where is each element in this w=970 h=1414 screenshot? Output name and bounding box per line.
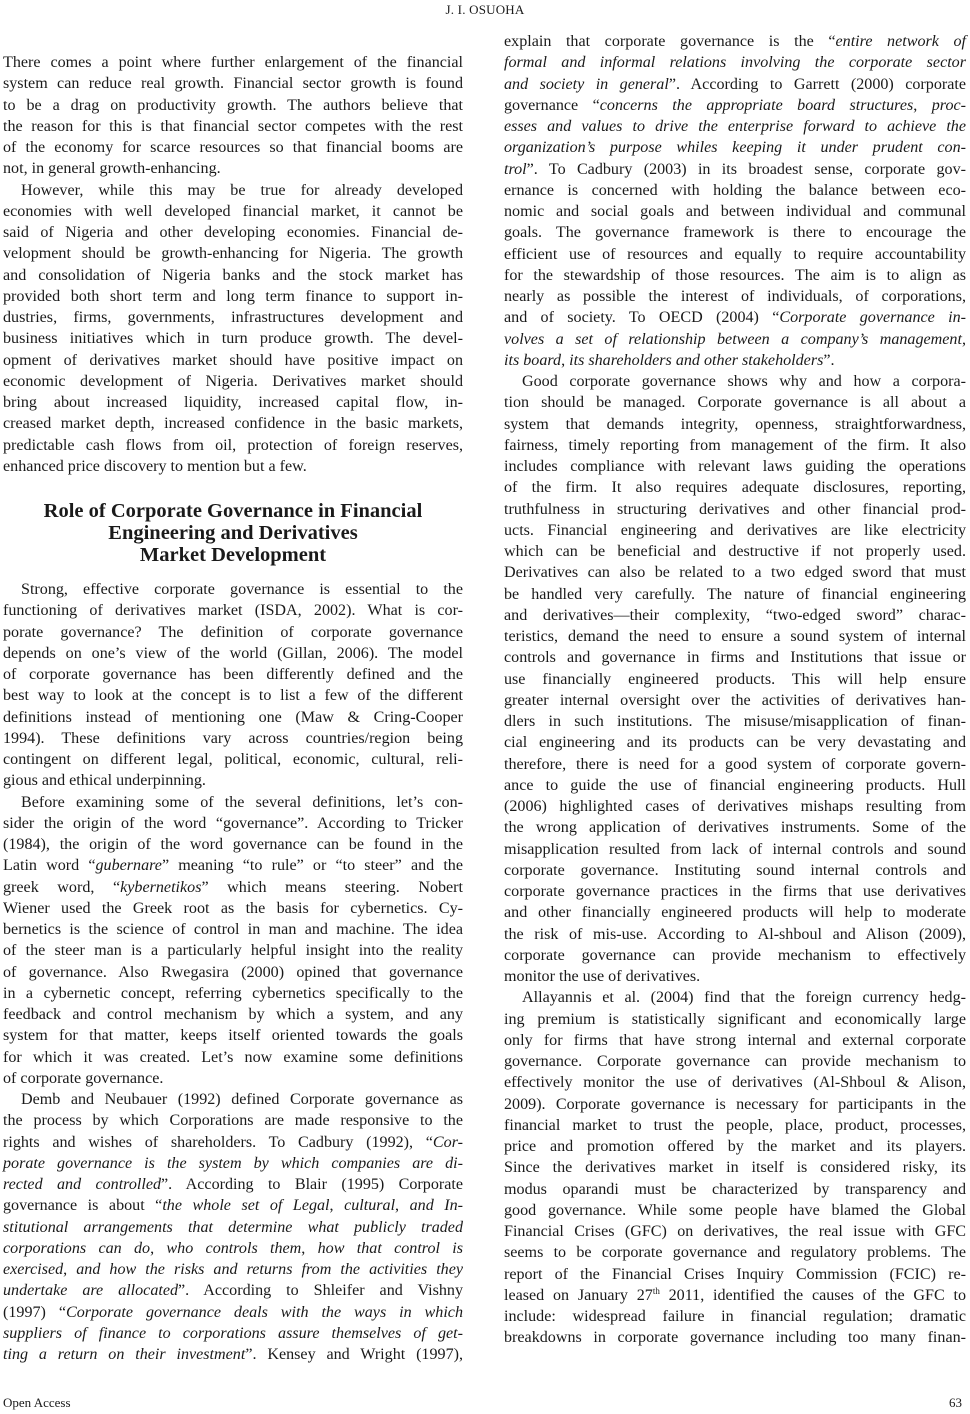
text-line: (2006) highlighted cases of derivatives mishaps resulting from [504,798,966,815]
text-line: the process by which Corporations are made responsive to the [3,1112,463,1130]
text-line: ance to guide the use of financial engineering products. Hull [504,776,966,794]
text-line: economic development of Nigeria. Derivatives market should [3,372,463,390]
text-line: opment of derivatives market should have positive impact on [3,351,463,369]
text-line: (1997) “Corporate governance deals with the ways in which [3,1303,463,1321]
text-line: best way to look at the concept is to list a few of the different [3,687,463,705]
text-line: corporate governance can provide mechanism to effectively [504,946,966,964]
left-column [3,52,463,1365]
paragraph-allayannis [504,987,966,1348]
text-line: which can be beneficial and destructive if not properly used. [504,543,966,560]
text-line: greek word, “kybernetikos” which means steering. Nobert [3,878,464,896]
text-line: rights and wishes of shareholders. To Cadbury (1992), “Cor- [3,1133,463,1151]
text-line: of the firm. It also requires adequate disclosures, reporting, [504,479,966,497]
text-line: cial engineering and its products can be very devastating and [504,734,966,752]
text-line: Before examining some of the several definitions, let’s con- [21,793,463,811]
text-line: Derivatives can also be related to a two edged sword that must [504,564,966,582]
text-line: nearly as possible the interest of individuals, of corporations, [504,288,966,305]
text-line: system can reduce real growth. Financial sector growth is found [3,75,463,93]
text-line: in a cybernetic concept, referring cybernetics specifically to the [3,984,463,1002]
text-line: Since the derivatives market in itself is considered risky, its [504,1159,966,1177]
text-line: of governance. Also Rwegasira (2000) opined that governance [3,963,463,981]
page-number: 63 [949,1395,962,1410]
text-line: said of Nigeria and other developing economies. Financial de- [3,224,463,241]
text-line: system that demands integrity, openness, straightforwardness, [504,415,966,433]
text-line: Financial Crises (GFC) on derivatives, the real issue with GFC [504,1223,966,1240]
text-line: trol”. To Cadbury (2003) in its broadest sense, corporate gov- [504,160,966,178]
text-line: report of the Financial Crises Inquiry Commission (FCIC) re- [504,1265,966,1283]
text-line: undertake are allocated”. According to Shleifer and Vishny [3,1282,463,1300]
text-line: teristics, demand the need to ensure a sound system of internal [504,628,966,645]
text-line: ernance is concerned with holding the balance between eco- [504,181,966,199]
text-line: ing premium is statistically significant and economically large [504,1010,966,1028]
text-line: dlers in such institutions. The misuse/misapplication of finan- [504,713,966,730]
text-line: breakdowns in corporate governance including too many finan- [504,1329,966,1347]
paragraph-corporate-governance-intro [3,579,463,792]
text-line: corporations can do, who controls them, how that control is [3,1239,464,1257]
text-line: controls and governance in firms and Institutions that issue or [504,649,966,667]
text-line: porate governance? The definition of corporate governance [3,623,463,641]
paragraph-nigeria-development [3,180,463,478]
text-line: system for that matter, keeps itself oriented towards the goals [3,1027,463,1045]
text-line: (1984), the origin of the word governance can be found in the [3,836,463,853]
text-line: and derivatives—their complexity, “two-edged sword” charac- [504,606,966,624]
text-line: Good corporate governance shows why and how a corpora- [522,373,966,390]
text-line: Strong, effective corporate governance is essential to the [21,581,463,598]
heading-line: Engineering and Derivatives [108,522,358,544]
text-line: goals. The governance framework is there to encourage the [504,224,966,242]
text-line: seems to be corporate governance and regulatory problems. The [504,1244,966,1262]
text-line: explain that corporate governance is the “entire network of [504,33,967,50]
section-heading [3,500,463,566]
text-line: modus oparandi must be characterized by transparency and [504,1180,966,1198]
heading-line: Role of Corporate Governance in Financial [43,500,423,522]
text-line: for which it was created. Let’s now examine some definitions [3,1048,463,1066]
text-line: of the steer man is a particularly helpful insight into the reality [3,942,463,960]
text-line: functioning of derivatives market (ISDA, 2002). What is cor- [3,602,463,620]
text-line: efficient use of resources and equally to require accountability [504,245,966,263]
text-line: dustries, firms, governments, infrastructures development and [3,309,463,326]
paragraph-financial-growth [3,52,463,180]
text-line: esses and values to drive the enterprise forward to achieve the [504,118,966,135]
text-line: corporate governance. Instituting sound internal controls and [504,861,966,879]
text-line: greater internal oversight over the activities of derivatives han- [504,691,966,709]
text-line: financial market to trust the people, place, product, processes, [504,1116,966,1134]
text-line: leased on January 27th 2011, identified the causes of the GFC to [504,1285,966,1304]
text-line: sider the origin of the word “governance”. According to Tricker [3,814,463,832]
text-line: business initiatives which in turn produce growth. The devel- [3,330,463,348]
text-line: feedback and control mechanism by which a system, and any [3,1006,463,1023]
heading-line: Market Development [139,544,327,566]
text-line: 2009). Corporate governance is necessary for participants in the [504,1095,966,1113]
text-line: Wiener used the Greek root as the basis for cybernetics. Cy- [3,899,463,917]
text-line: velopment should be growth-enhancing for Nigeria. The growth [3,245,463,263]
text-line: economies with well developed financial market, it cannot be [3,202,463,220]
text-line: Demb and Neubauer (1992) defined Corporate governance as [21,1091,463,1108]
text-line: However, while this may be true for already developed [21,181,463,199]
text-line: stitutional arrangements that determine what publicly traded [3,1218,463,1236]
text-line: misapplication resulted from lack of internal controls and sound [504,840,966,858]
text-line: There comes a point where further enlargement of the financial [3,54,463,71]
text-line: exercised, and how the risks and returns from the activities they [3,1261,464,1278]
text-line: the risk of mis-use. According to Al-shboul and Alison (2009), [504,925,966,943]
text-line: governance is about “the whole set of Legal, cultural, and In- [3,1197,464,1215]
text-line: porate governance is the system by which companies are di- [3,1154,463,1172]
text-line: therefore, there is need for a good system of corporate govern- [504,755,966,773]
text-line: tion should be managed. Corporate governance is all about a [504,394,966,412]
text-line: to be a drag on productivity growth. The authors believe that [3,96,463,114]
paragraph-good-governance [504,371,966,987]
text-line: and other financially engineered products will help to moderate [504,904,966,922]
text-line: of corporate governance. [3,1069,164,1087]
paragraph-definitions-continued [504,31,966,371]
text-line: of the economy for scarce resources so that financial booms are [3,139,463,156]
text-line: include: widespread failure in financial regulation; dramatic [504,1308,966,1325]
paragraph-definitions [3,1089,463,1365]
footer-open-access: Open Access [3,1395,71,1410]
ordinal-superscript: th [652,1285,660,1296]
text-line: effectively monitor the use of derivatives (Al-Shboul & Alison, [504,1074,966,1092]
text-line: ting a return on their investment”. Kensey and Wright (1997), [3,1346,464,1363]
text-line: and of society. To OECD (2004) “Corporate governance in- [504,309,966,327]
text-line: price and promotion offered by the market and its players. [504,1138,966,1155]
text-line: enhanced price discovery to mention but a few. [3,457,307,475]
text-line: includes compliance with relevant laws guiding the operations [504,458,966,475]
text-line: definitions instead of mentioning one (Maw & Cring-Cooper [3,708,463,726]
text-line: creased market depth, increased confidence in the basic markets, [3,415,463,433]
text-line: not, in general growth-enhancing. [3,160,221,178]
text-line: and consolidation of Nigeria banks and the stock market has [3,266,463,284]
text-line: contingent on different legal, political, economic, cultural, reli- [3,751,463,768]
text-line: the wrong application of derivatives instruments. Some of the [504,819,966,837]
paragraph-word-origin [3,792,463,1090]
text-line: truthfulness in structuring derivatives and other financial prod- [504,500,966,518]
text-line: provided both short term and long term finance to support in- [3,287,463,305]
text-line: its board, its shareholders and other stakeholders”. [504,351,835,369]
text-line: corporate governance practices in the firms that use derivatives [504,883,966,900]
text-line: volves a set of relationship between a company’s management, [504,330,966,348]
text-line: good governance. While some people have blamed the Global [504,1201,966,1219]
text-line: and society in general”. According to Garrett (2000) corporate [504,75,966,93]
text-line: be handled very carefully. The nature of financial engineering [504,585,966,603]
text-line: Latin word “gubernare” meaning “to rule” or “to steer” and the [3,857,463,875]
text-line: rected and controlled”. According to Blair (1995) Corporate [3,1176,463,1193]
text-line: bernetics is the science of control in man and machine. The idea [3,921,463,938]
text-line: nomic and social goals and between individual and communal [504,203,966,220]
text-line: bring about increased liquidity, increased capital flow, in- [3,394,463,411]
running-head: J. I. OSUOHA [445,2,525,17]
text-line: Allayannis et al. (2004) find that the foreign currency hedg- [522,989,966,1007]
text-line: suppliers of finance to corporations assure themselves of get- [3,1324,463,1342]
text-line: governance “concerns the appropriate board structures, proc- [504,96,967,114]
text-line: depends on one’s view of the world (Gillan, 2006). The model [3,644,463,662]
text-line: formal and informal relations involving the corporate sector [504,54,966,72]
text-line: fairness, timely reporting from management of the firm. It also [504,436,966,454]
text-line: the reason for this is that financial sector competes with the rest [3,117,463,135]
text-line: governance. Corporate governance can provide mechanism to [504,1053,966,1070]
text-line: 1994). These definitions vary across countries/region being [3,729,463,747]
text-line: organization’s purpose whiles keeping it under prudent con- [504,139,966,157]
text-line: predictable cash flows from oil, protection of foreign reserves, [3,436,463,454]
right-column [504,31,966,1349]
text-line: only for firms that have strong internal and external corporate [504,1031,966,1049]
text-line: ucts. Financial engineering and derivatives are like electricity [504,521,966,539]
text-line: monitor the use of derivatives. [504,968,701,985]
text-line: for the stewardship of those resources. The aim is to align as [504,266,966,284]
text-line: gious and ethical underpinning. [3,772,206,790]
text-line: of corporate governance has been differently defined and the [3,666,463,683]
text-line: use financially engineered products. This will help ensure [504,670,966,688]
